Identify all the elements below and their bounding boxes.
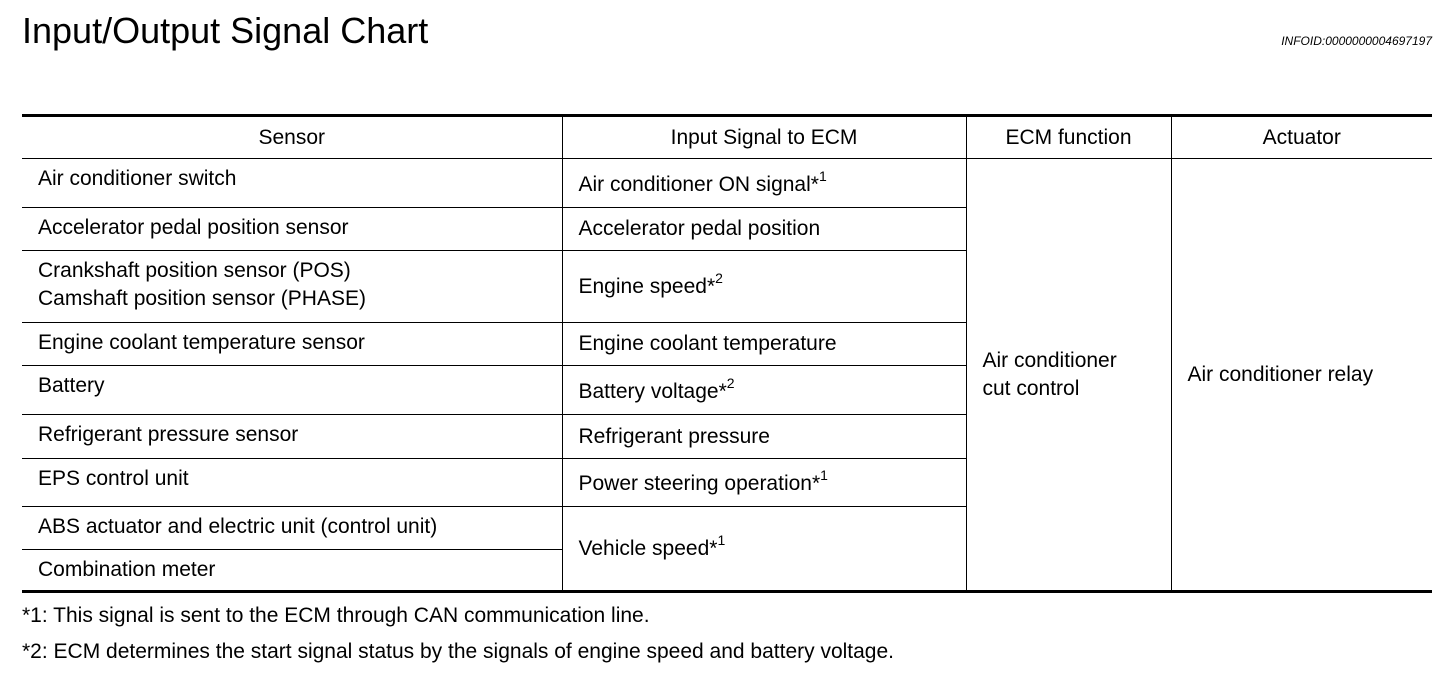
ecm-function-line: Air conditioner <box>982 348 1117 372</box>
sensor-name: Camshaft position sensor (PHASE) <box>38 287 366 310</box>
signal-name: Air conditioner ON signal* <box>578 173 819 196</box>
signal-cell <box>562 507 966 592</box>
sensor-cell <box>22 550 562 592</box>
footnote-ref: 1 <box>820 467 828 483</box>
ecm-function-line: cut control <box>982 376 1080 400</box>
signal-name: Engine coolant temperature <box>578 332 837 355</box>
footnote-ref: 2 <box>726 375 735 391</box>
info-id: INFOID:0000000004697197 <box>1281 34 1432 48</box>
sensor-name: Battery <box>38 374 105 397</box>
sensor-name: Air conditioner switch <box>38 167 237 190</box>
sensor-cell <box>22 459 562 507</box>
footnote-ref: 1 <box>818 168 827 184</box>
signal-name: Battery voltage* <box>578 380 727 403</box>
sensor-name: ABS actuator and electric unit (control unit) <box>38 515 438 538</box>
sensor-name: Combination meter <box>38 558 216 581</box>
signal-cell <box>562 415 966 459</box>
sensor-cell <box>22 507 562 550</box>
sensor-cell <box>22 323 562 366</box>
sensor-cell <box>22 159 562 208</box>
signal-cell <box>562 159 966 208</box>
sensor-cell <box>22 415 562 459</box>
signal-name: Power steering operation* <box>578 472 821 495</box>
signal-name: Vehicle speed* <box>578 536 718 560</box>
actuator-name: Air conditioner relay <box>1187 362 1374 386</box>
sensor-name: Engine coolant temperature sensor <box>38 331 365 354</box>
column-header-ecm-function: ECM function <box>966 116 1171 159</box>
column-header-input-signal: Input Signal to ECM <box>562 116 966 159</box>
signal-cell <box>562 208 966 251</box>
sensor-name: Refrigerant pressure sensor <box>38 423 299 446</box>
page-title: Input/Output Signal Chart <box>22 10 429 51</box>
signal-cell <box>562 323 966 366</box>
signal-cell <box>562 459 966 507</box>
table-row <box>22 159 1432 208</box>
sensor-name: Accelerator pedal position sensor <box>38 216 349 239</box>
footnote-ref: 2 <box>715 269 723 286</box>
ecm-function-cell <box>966 159 1171 592</box>
sensor-cell <box>22 208 562 251</box>
sensor-name: EPS control unit <box>38 467 189 490</box>
signal-cell <box>562 366 966 415</box>
sensor-cell <box>22 366 562 415</box>
signal-cell <box>562 251 966 323</box>
sensor-cell <box>22 251 562 323</box>
signal-name: Engine speed* <box>578 274 716 298</box>
column-header-actuator: Actuator <box>1171 116 1432 159</box>
footnote-1: *1: This signal is sent to the ECM through CAN communication line. <box>22 604 650 627</box>
footnote-ref: 1 <box>717 531 726 548</box>
footnotes <box>22 598 894 670</box>
table-header-row <box>22 116 1432 159</box>
column-header-sensor: Sensor <box>22 116 562 159</box>
sensor-name: Crankshaft position sensor (POS) <box>38 259 351 282</box>
signal-chart-table <box>22 114 1432 593</box>
signal-name: Refrigerant pressure <box>578 424 770 448</box>
footnote-2: *2: ECM determines the start signal status by the signals of engine speed and battery voltage. <box>22 640 895 663</box>
actuator-cell <box>1171 159 1432 592</box>
signal-name: Accelerator pedal position <box>578 217 821 240</box>
